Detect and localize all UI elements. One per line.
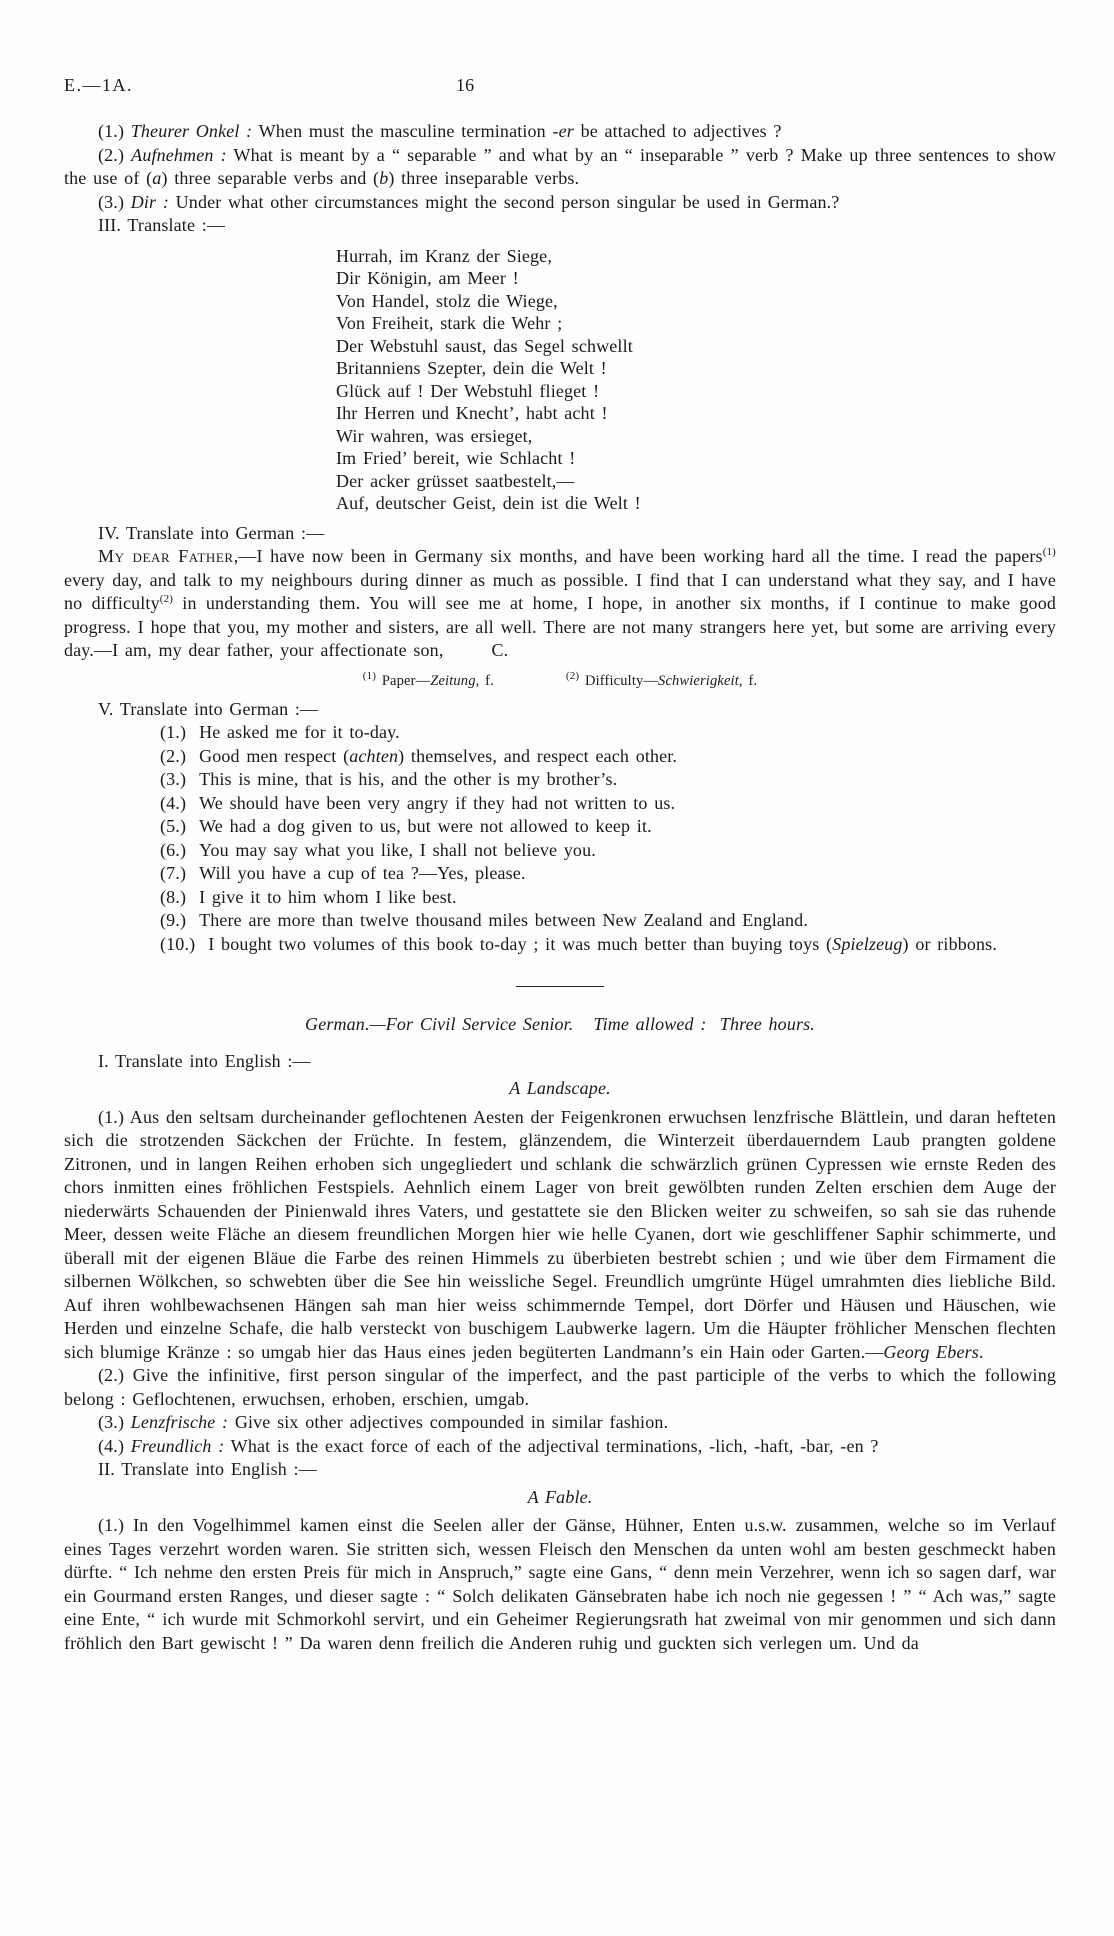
poem-line: Der Webstuhl saust, das Segel schwellt: [336, 335, 633, 356]
poem-line: Auf, deutscher Geist, dein ist die Welt !: [336, 493, 641, 513]
poem-line: Hurrah, im Kranz der Siege,: [336, 245, 552, 266]
question-1: (1.) Theurer Onkel : When must the masculine termination -er be attached to adjectives ?: [98, 121, 782, 141]
poem-line: Britanniens Szepter, dein die Welt !: [336, 358, 607, 378]
section-i-heading: I. Translate into English :—: [98, 1050, 311, 1071]
sentence-list: [64, 721, 1056, 956]
translation-sentence: (6.) You may say what you like, I shall not believe you.: [160, 839, 596, 860]
landscape-question-2: (2.) Give the infinitive, first person singular of the imperfect, and the past participle of the verbs to which the following belong : Geflochtenen, erwuchsen, erhoben, erschien, umgab.: [64, 1365, 1056, 1409]
translation-sentence: (5.) We had a dog given to us, but were not allowed to keep it.: [160, 816, 652, 836]
page-number: 16: [456, 75, 475, 95]
translation-sentence: (7.) Will you have a cup of tea ?—Yes, please.: [160, 863, 526, 883]
sentence-number: (4.): [160, 792, 187, 813]
sentence-number: (7.): [160, 863, 187, 883]
translation-sentence: (1.) He asked me for it to-day.: [160, 722, 400, 742]
landscape-question-4: (4.) Freundlich : What is the exact force of each of the adjectival terminations, -lich, -haft, -bar, -en ?: [98, 1435, 879, 1456]
poem-line: Ihr Herren und Knecht’, habt acht !: [336, 403, 608, 423]
sentence-number: (9.): [160, 910, 187, 930]
translation-sentence: (3.) This is mine, that is his, and the other is my brother’s.: [160, 769, 618, 789]
section-iv-heading: IV. Translate into German :—: [98, 522, 325, 543]
translation-sentence: (9.) There are more than twelve thousand miles between New Zealand and England.: [160, 910, 808, 930]
poem-line: Dir Königin, am Meer !: [336, 268, 519, 288]
fable-passage: (1.) In den Vogelhimmel kamen einst die Seelen aller der Gänse, Hühner, Enten u.s.w. zusammen, welche so im Verlauf eines Tages verzehrt worden waren. Sie stritten sich, wessen Fleisch den Menschen da unten wohl am besten geschmeckt haben dürfte. “ Ich nehme den ersten Preis für mich in Anspruch,” sagte eine Gans, “ denn mein Verzehrer, wenn ich so sagen darf, war ein Gourmand ersten Ranges, und dieser sagte : “ Solch delikaten Gänsebraten habe ich noch nie gegessen ! ” “ Ach was,” sagte eine Ente, “ ich wurde mit Schmorkohl servirt, und ein Geheimer Regierungsrath hat zweimal von mir genommen und sich dann fröhlich den Bart gewischt ! ” Da waren denn freilich die Anderen ruhig und guckten sich verlegen um. Und da: [64, 1515, 1056, 1653]
sentence-number: (6.): [160, 839, 187, 860]
translation-sentence: (2.) Good men respect (achten) themselves, and respect each other.: [160, 745, 678, 766]
document-reference: E.—1A.: [64, 75, 133, 95]
question-2: (2.) Aufnehmen : What is meant by a “ separable ” and what by an “ inseparable ” verb ? Make up three sentences to show the use of (a) three separable verbs and (b) three inseparable verbs.: [64, 144, 1056, 188]
passage-title-landscape: A Landscape.: [509, 1078, 611, 1098]
sentence-number: (10.): [160, 933, 196, 954]
poem-line: Glück auf ! Der Webstuhl flieget !: [336, 380, 600, 401]
question-3: (3.) Dir : Under what other circumstances might the second person singular be used in German.?: [98, 191, 840, 212]
section-ii-heading: II. Translate into English :—: [98, 1459, 317, 1479]
sentence-number: (8.): [160, 886, 187, 907]
sentence-number: (3.): [160, 769, 187, 789]
exam-title: German.—For Civil Service Senior. Time allowed : Three hours.: [305, 1014, 815, 1034]
section-iii-heading: III. Translate :—: [98, 215, 226, 235]
poem-line: Von Freiheit, stark die Wehr ;: [336, 313, 563, 333]
poem-line: Im Fried’ bereit, wie Schlacht !: [336, 448, 576, 468]
passage-title-fable: A Fable.: [527, 1486, 593, 1507]
section-v-heading: V. Translate into German :—: [98, 698, 319, 719]
sentence-number: (1.): [160, 722, 187, 742]
poem: [336, 245, 1056, 515]
landscape-passage: (1.) Aus den seltsam durcheinander geflochtenen Aesten der Feigenkronen erwuchsen lenzfrische Blättlein, und daran hefteten sich die strotzenden Säckchen der Früchte. In festem, glänzendem, die Winterzeit überdauerndem Laub prangten goldene Zitronen, und in langen Reihen erhoben sich ungegliedert und schlank die schwärzlich grünen Cypressen wie ernste Reden des chors inmitten eines fröhlichen Festspiels. Aehnlich einem Lager von breit gewölbten runden Zelten erschien dem Auge der niederwärts Schauenden der Pinienwald ihres Vaters, und gestattete sie den Blicken weiter zu schweifen, so sah sie das ruhende Meer, dessen weite Fläche an diesem freundlichen Morgen hier wie helle Cyanen, dort wie geschliffener Saphir schimmerte, und überall mit der eigenen Bläue die Farbe des reinen Himmels zu überbieten bestrebt schien ; und wie über dem Firmament die silbernen Wölkchen, so schwebten über die See hin weissliche Segel. Freundlich umgrünte Hügel umrahmten dies liebliche Bild. Auf ihren wohlbewachsenen Hängen sah man hier weiss schimmernde Tempel, dort Dörfer und Häusen und Häuschen, wie Herden und einzelne Schafe, die halb versteckt von buschigem Laubwerke lagern. Um die Häupter fröhlicher Menschen flechten sich blumige Kränze : so umgab hier das Haus eines jeden begüterten Landmann’s ein Hain oder Garten.—Georg Ebers.: [64, 1106, 1056, 1362]
section-divider: [516, 986, 604, 987]
page-header: [64, 74, 1056, 98]
translation-sentence: (8.) I give it to him whom I like best.: [160, 886, 457, 907]
letter-paragraph: My dear Father,—I have now been in Germany six months, and have been working hard all the time. I read the papers$^{(1)}$ every day, and talk to my neighbours during dinner as much as possible. I find that I can understand what they say, and I have no difficulty$^{(2)}$ in understanding them. You will see me at home, I hope, in another six months, if I continue to make good progress. I hope that you, my mother and sisters, are all well. There are not many strangers here yet, but some are arriving every day.—I am, my dear father, your affectionate son, C.: [64, 546, 1057, 660]
poem-line: Der acker grüsset saatbestelt,—: [336, 470, 575, 491]
sentence-number: (5.): [160, 816, 187, 836]
translation-sentence: (4.) We should have been very angry if they had not written to us.: [160, 792, 676, 813]
footnote-line: $^{(1)}$ Paper—Zeitung, f. $^{(2)}$ Difficulty—Schwierigkeit, f.: [362, 669, 758, 689]
poem-line: Wir wahren, was ersieget,: [336, 425, 533, 446]
sentence-number: (2.): [160, 745, 187, 766]
translation-sentence: (10.) I bought two volumes of this book to-day ; it was much better than buying toys (Spielzeug) or ribbons.: [160, 933, 997, 954]
landscape-question-3: (3.) Lenzfrische : Give six other adjectives compounded in similar fashion.: [98, 1412, 669, 1432]
poem-line: Von Handel, stolz die Wiege,: [336, 290, 558, 311]
